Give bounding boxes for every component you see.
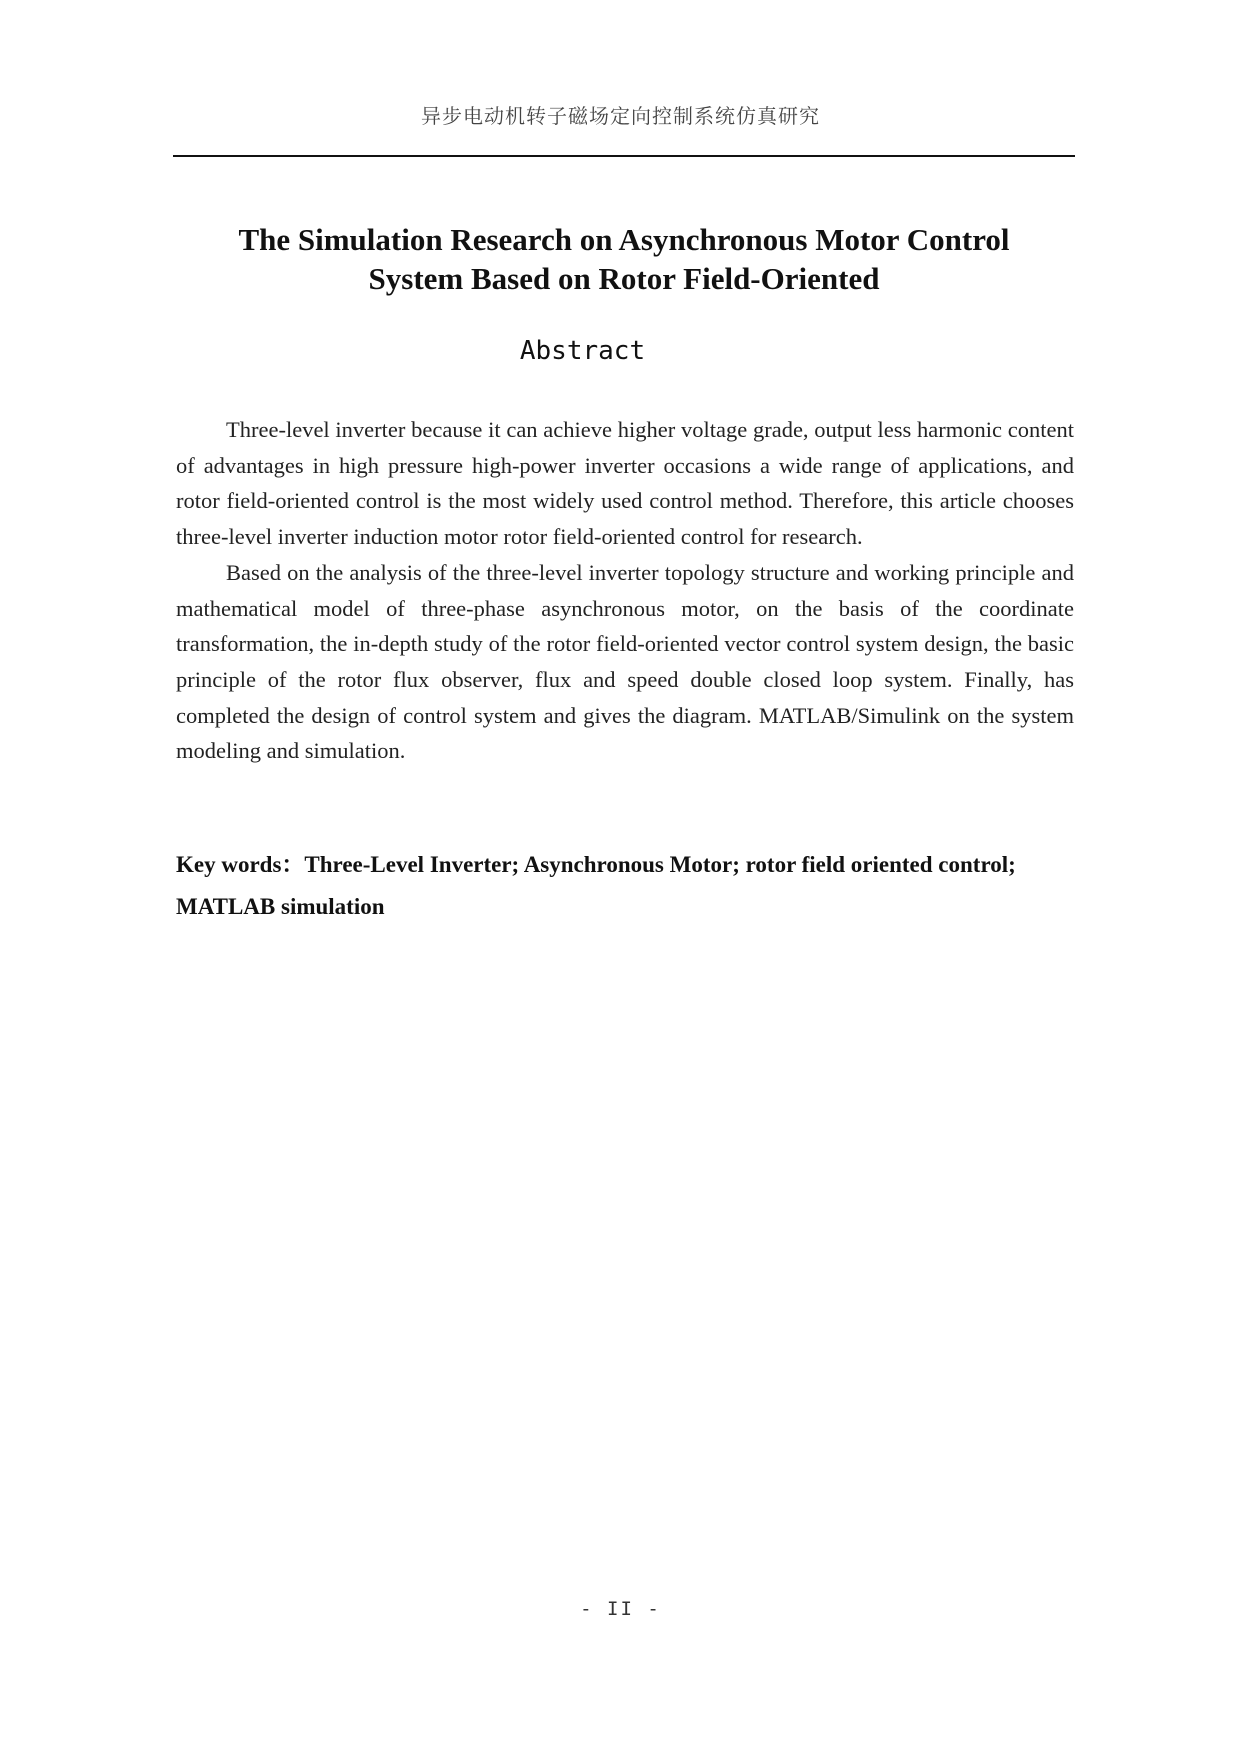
title-line-2: System Based on Rotor Field-Oriented bbox=[368, 261, 880, 296]
abstract-paragraph-2: Based on the analysis of the three-level inverter topology structure and working principle and mathematical model of three-phase asynchronous motor, on the basis of the coordinate transformation, the in-depth study of the rotor field-oriented vector control system design, the basic principle of the rotor flux observer, flux and speed double closed loop system. Finally, has completed the design of control system and gives the diagram. MATLAB/Simulink on the system modeling and simulation. bbox=[176, 559, 1074, 764]
keywords-text: Three-Level Inverter; Asynchronous Motor; rotor field oriented control; MATLAB simulation bbox=[176, 852, 1016, 919]
abstract-paragraph-1: Three-level inverter because it can achieve higher voltage grade, output less harmonic content of advantages in high pressure high-power inverter occasions a wide range of applications, and rotor field-oriented control is the most widely used control method. Therefore, this article chooses three-level inverter induction motor rotor field-oriented control for research. bbox=[176, 417, 1074, 550]
page-number: - II - bbox=[580, 1598, 661, 1620]
header-divider bbox=[173, 155, 1075, 157]
paper-title bbox=[173, 220, 1075, 298]
keywords-label: Key words： bbox=[176, 852, 305, 877]
running-header: 异步电动机转子磁场定向控制系统仿真研究 bbox=[421, 104, 820, 128]
keywords bbox=[176, 844, 1086, 928]
abstract-heading: Abstract bbox=[519, 336, 646, 366]
title-line-1: The Simulation Research on Asynchronous Motor Control bbox=[238, 222, 1010, 257]
abstract-body bbox=[176, 412, 1074, 769]
